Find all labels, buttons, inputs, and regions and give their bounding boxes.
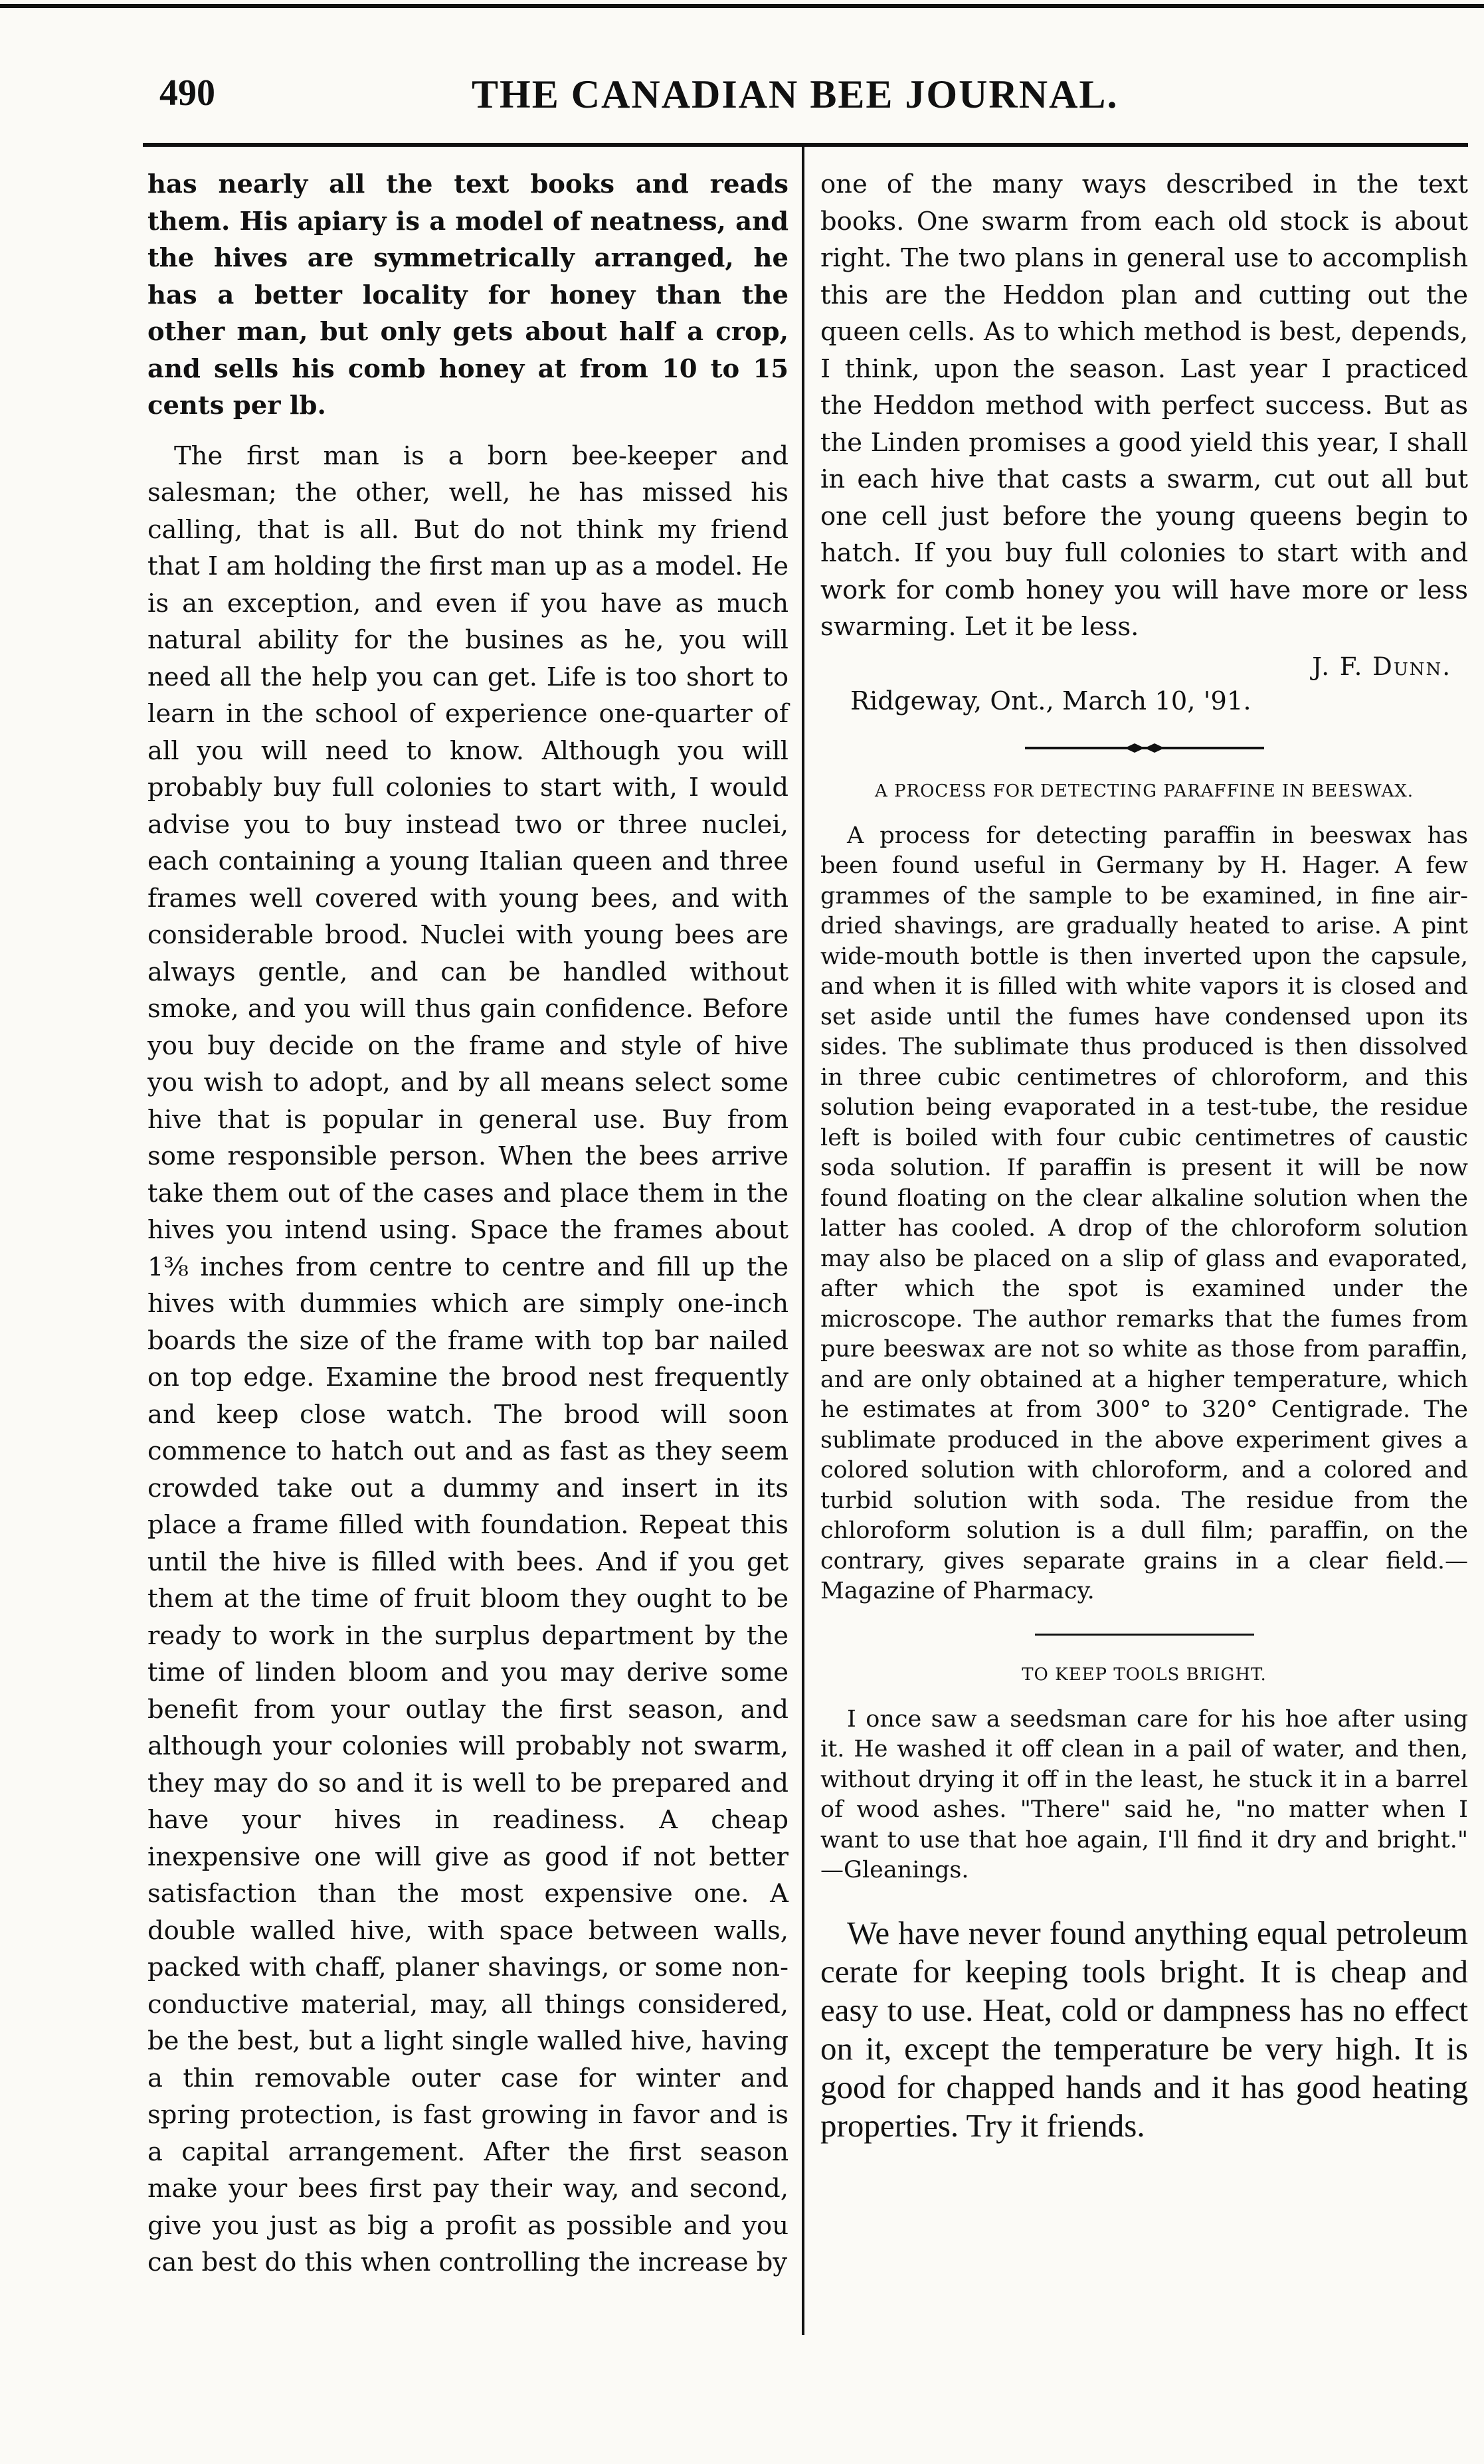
left-para-continuation: has nearly all the text books and reads them. His apiary is a model of neatness, and the hives are symmetrically arranged, he has a better locality for honey than the other man, but only gets about half a crop, and sells his comb honey at from 10 to 15 cents per lb. [147,169,788,421]
column-divider [802,143,804,2335]
right-para-continuation: one of the many ways described in the text books. One swarm from each old stock is about right. The two plans in general use to accomplish this are the Heddon plan and cutting out the queen cells. As to which method is best, depends, I think, upon the season. Last year I practiced the Heddon method with perfect success. But as the Linden promises a good yield this year, I shall in each hive that casts a swarm, cut out all but one cell just before the young queens begin to hatch. If you buy full colonies to start with and work for comb honey you will have more or less swarming. Let it be less. [820,169,1468,642]
author-signature: J. F. Dunn. [1312,652,1451,681]
advertisement-text: We have never found anything equal petroleum cerate for keeping tools bright. It is cheap and easy to use. Heat, cold or dampness has no effect on it, except the temperature be very high. It is good for chapped hands and it has good heating properties. Try it friends. [820,1914,1468,2144]
section-title-tools: TO KEEP TOOLS BRIGHT. [1022,1664,1267,1685]
left-para-main: The first man is a born bee-keeper and salesman; the other, well, he has missed his calling, that is all. But do not think my friend that I am holding the first man up as a model. He is an exception, and even if you have as much natural ability for the busines as he, you will need all the help you can get. Life is too short to learn in the school of experience one-quarter of all you will need to know. Although you will probably buy full colonies to start with, I would advise you to buy instead two or three nuclei, each containing a young Italian queen and three frames well covered with young bees, and with considerable brood. Nuclei with young bees are always gentle, and can be handled without smoke, and you will thus gain confidence. Before you buy decide on the frame and style of hive you wish to adopt, and by all means select some hive that is popular in general use. Buy from some responsible person. When the bees arrive take them out of the cases and place them in the hives you intend using. Space the frames about 1⅜ inches from centre to centre and fill up the hives with dummies which are simply one-inch boards the size of the frame with top bar nailed on top edge. Examine the brood nest frequently and keep close watch. The brood will soon commence to hatch out and as fast as they seem crowded take out a dummy and insert in its place a frame filled with foundation. Repeat this until the hive is filled with bees. And if you get them at the time of fruit bloom they ought to be ready to work in the surplus department by the time of linden bloom and you may derive some benefit from your outlay the first season, and although your colonies will probably not swarm, they may do so and it is well to be prepared and have your hives in readiness. A cheap inexpensive one will give as good if not better satisfaction than the most expensive one. A double walled hive, with space between walls, packed with chaff, planer shavings, or some non-conductive material, may, all things considered, be the best, but a light single walled hive, having a thin removable outer case for winter and spring protection, is fast growing in favor and is a capital arrangement. After the first season make your bees first pay their way, and second, give you just as big a profit as possible and you can best do this when controlling the increase by [147,440,788,2277]
section-text-tools: I once saw a seedsman care for his hoe after using it. He washed it off clean in a pail of water, and then, without drying it off in the least, he stuck it in a barrel of wood ashes. "There" said he, "no matter when I want to use that hoe again, I'll find it dry and bright." —Gleanings. [820,1705,1468,1883]
dateline: Ridgeway, Ont., March 10, '91. [850,686,1252,716]
journal-title: THE CANADIAN BEE JOURNAL. [472,72,1119,116]
header-rule [143,143,1468,147]
ornament-divider-icon [1025,741,1264,755]
section-title-paraffine: A PROCESS FOR DETECTING PARAFFINE IN BEESWAX. [874,781,1414,801]
section-text-paraffine: A process for detecting paraffin in beeswax has been found useful in Germany by H. Hager. A few grammes of the sample to be examined, in fine air-dried shavings, are gradually heated to arise. A pint wide-mouth bottle is then inverted upon the capsule, and when it is filled with white vapors it is closed and set aside until the fumes have condensed upon its sides. The sublimate thus produced is then dissolved in three cubic centimetres of chloroform, and this solution being evaporated in a test-tube, the residue left is boiled with four cubic centimetres of caustic soda solution. If paraffin is present it will be now found floating on the clear alkaline solution when the latter has cooled. A drop of the chloroform solution may also be placed on a slip of glass and evaporated, after which the spot is examined under the microscope. The author remarks that the fumes from pure beeswax are not so white as those from paraffin, and are only obtained at a higher temperature, which he estimates at from 300° to 320° Centigrade. The sublimate produced in the above experiment gives a colored solution with chloroform, and a colored and turbid solution with soda. The residue from the chloroform solution is a dull film; paraffin, on the contrary, gives separate grains in a clear field.—Magazine of Pharmacy. [820,822,1468,1604]
top-border-rule [0,4,1484,8]
section-rule [1035,1634,1254,1636]
page-number: 490 [159,72,215,114]
right-column [820,166,1468,2145]
left-column [147,166,788,2281]
page-header [159,72,1461,132]
